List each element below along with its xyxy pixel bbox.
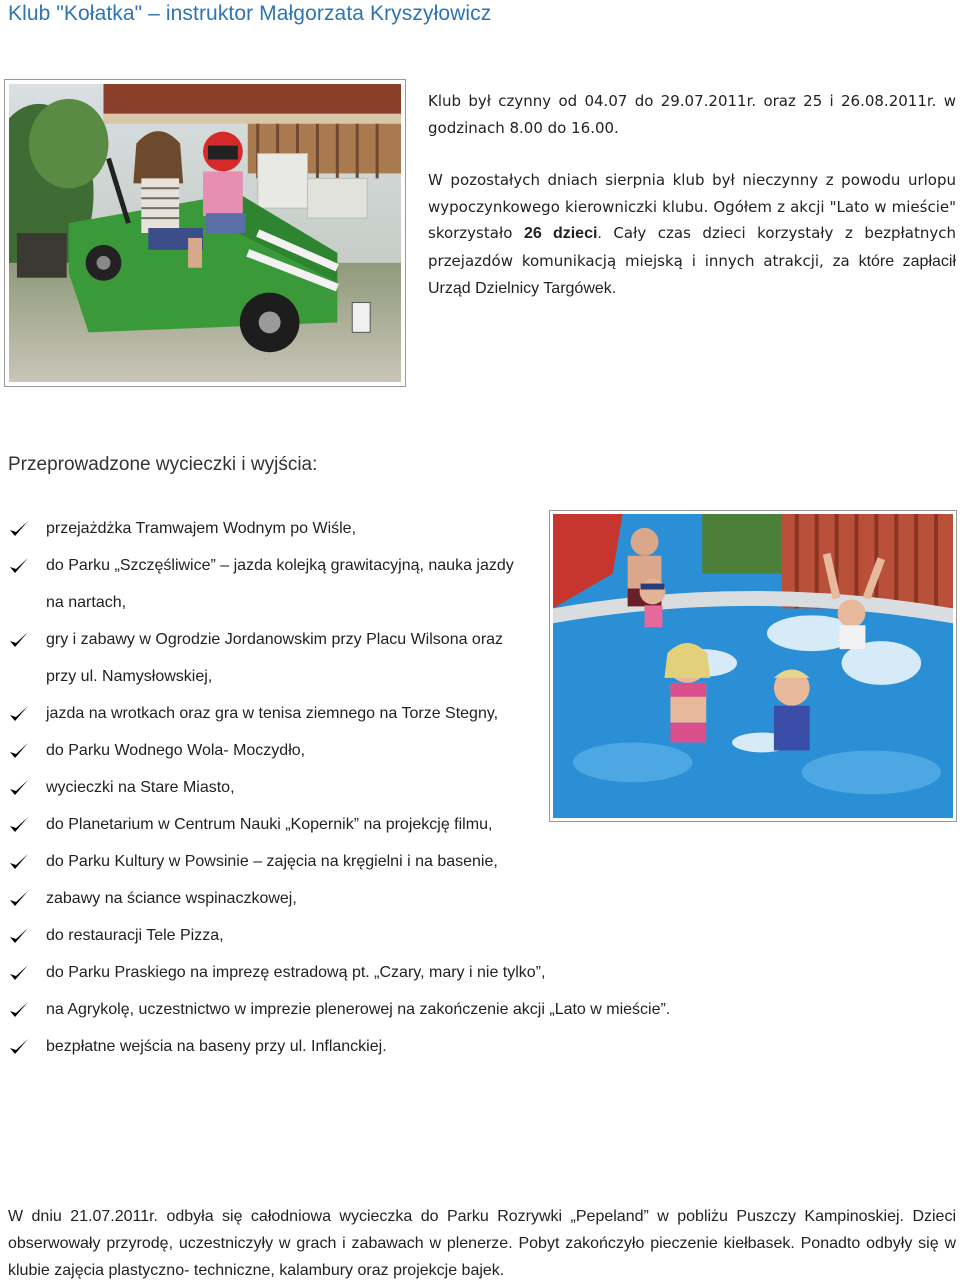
list-item-trip: [8, 732, 948, 769]
checkmark-icon: [8, 851, 30, 873]
checkmark-icon: [8, 814, 30, 836]
list-item-trip: [8, 880, 948, 917]
intro-summary-dot: .: [597, 225, 602, 242]
intro-children-count: 26 dzieci: [523, 225, 598, 242]
list-item-trip: [8, 991, 948, 1028]
bottom-paragraph: W dniu 21.07.2011r. odbyła się całodniowa wycieczka do Parku Rozrywki „Pepeland” w pobliżu Puszczy Kampinoskiej. Dzieci obserwowały przyrodę, uczestniczyły w grach i zabawach w plenerze. Pobyt zakończyło pieczenie kiełbasek. Ponadto odbyły się w klubie zajęcia plastyczno- techniczne, kalambury oraz projekcje bajek.: [8, 1208, 956, 1279]
list-item-trip: [8, 917, 948, 954]
intro-summary-start: W pozostałych dniach sierpnia klub był nieczynny z powodu urlopu wypoczynkowego kierowniczki klubu. Ogółem z akcji "Lato w mieście" skorzystało: [428, 171, 956, 242]
checkmark-icon: [8, 962, 30, 984]
trips-list: [8, 510, 948, 1065]
checkmark-icon: [8, 740, 30, 762]
checkmark-icon: [8, 518, 30, 540]
photo-children-green-car-image: [9, 84, 401, 382]
intro-paragraph-summary: [428, 167, 956, 303]
checkmark-icon: [8, 629, 30, 651]
trip-text: gry i zabawy w Ogrodzie Jordanowskim przy Placu Wilsona oraz przy ul. Namysłowskiej,: [46, 631, 504, 685]
checkmark-icon: [8, 888, 30, 910]
list-item-trip: [8, 843, 948, 880]
list-item-trip: [8, 510, 948, 547]
list-item-trip: [8, 769, 948, 806]
trip-text: do Parku Praskiego na imprezę estradową pt. „Czary, mary i nie tylko”,: [46, 964, 546, 981]
list-item-trip: [8, 806, 948, 843]
checkmark-icon: [8, 703, 30, 725]
list-item-trip: [8, 695, 948, 732]
checkmark-icon: [8, 777, 30, 799]
trip-text: na Agrykolę, uczestnictwo w imprezie plenerowej na zakończenie akcji „Lato w mieście”.: [46, 1001, 671, 1018]
trip-text: bezpłatne wejścia na baseny przy ul. Inflanckiej.: [46, 1038, 387, 1055]
list-item-trip: [8, 954, 948, 991]
list-item-trip: [8, 547, 948, 621]
intro-summary-end: które zapłacił Urząd Dzielnicy Targówek.: [428, 252, 957, 297]
trip-text: wycieczki na Stare Miasto,: [46, 779, 235, 796]
checkmark-icon: [8, 555, 30, 577]
intro-summary-middle: Cały czas dzieci korzystały z bezpłatnych przejazdów komunikacją miejską i innych atrakcji, za: [428, 224, 957, 270]
trip-text: do Parku Wodnego Wola- Moczydło,: [46, 742, 306, 759]
trip-text: do Parku „Szczęśliwice” – jazda kolejką grawitacyjną, nauka jazdy na nartach,: [46, 557, 514, 611]
checkmark-icon: [8, 925, 30, 947]
section-title-trips: Przeprowadzone wycieczki i wyjścia:: [8, 454, 318, 475]
trip-text: do restauracji Tele Pizza,: [46, 927, 224, 944]
trip-text: jazda na wrotkach oraz gra w tenisa ziemnego na Torze Stegny,: [46, 705, 499, 722]
checkmark-icon: [8, 999, 30, 1021]
photo-children-green-car: [4, 79, 406, 387]
checkmark-icon: [8, 1036, 30, 1058]
intro-text: [428, 88, 956, 303]
trip-text: przejażdżka Tramwajem Wodnym po Wiśle,: [46, 520, 357, 537]
trip-text: do Parku Kultury w Powsinie – zajęcia na kręgielni i na basenie,: [46, 853, 498, 870]
list-item-trip: [8, 1028, 948, 1065]
page-title: Klub "Kołatka" – instruktor Małgorzata Kryszyłowicz: [8, 2, 492, 25]
trip-text: do Planetarium w Centrum Nauki „Kopernik” na projekcję filmu,: [46, 816, 493, 833]
trip-text: zabawy na ściance wspinaczkowej,: [46, 890, 297, 907]
list-item-trip: [8, 621, 948, 695]
intro-paragraph-dates: Klub był czynny od 04.07 do 29.07.2011r. oraz 25 i 26.08.2011r. w godzinach 8.00 do 16.00.: [428, 92, 956, 137]
